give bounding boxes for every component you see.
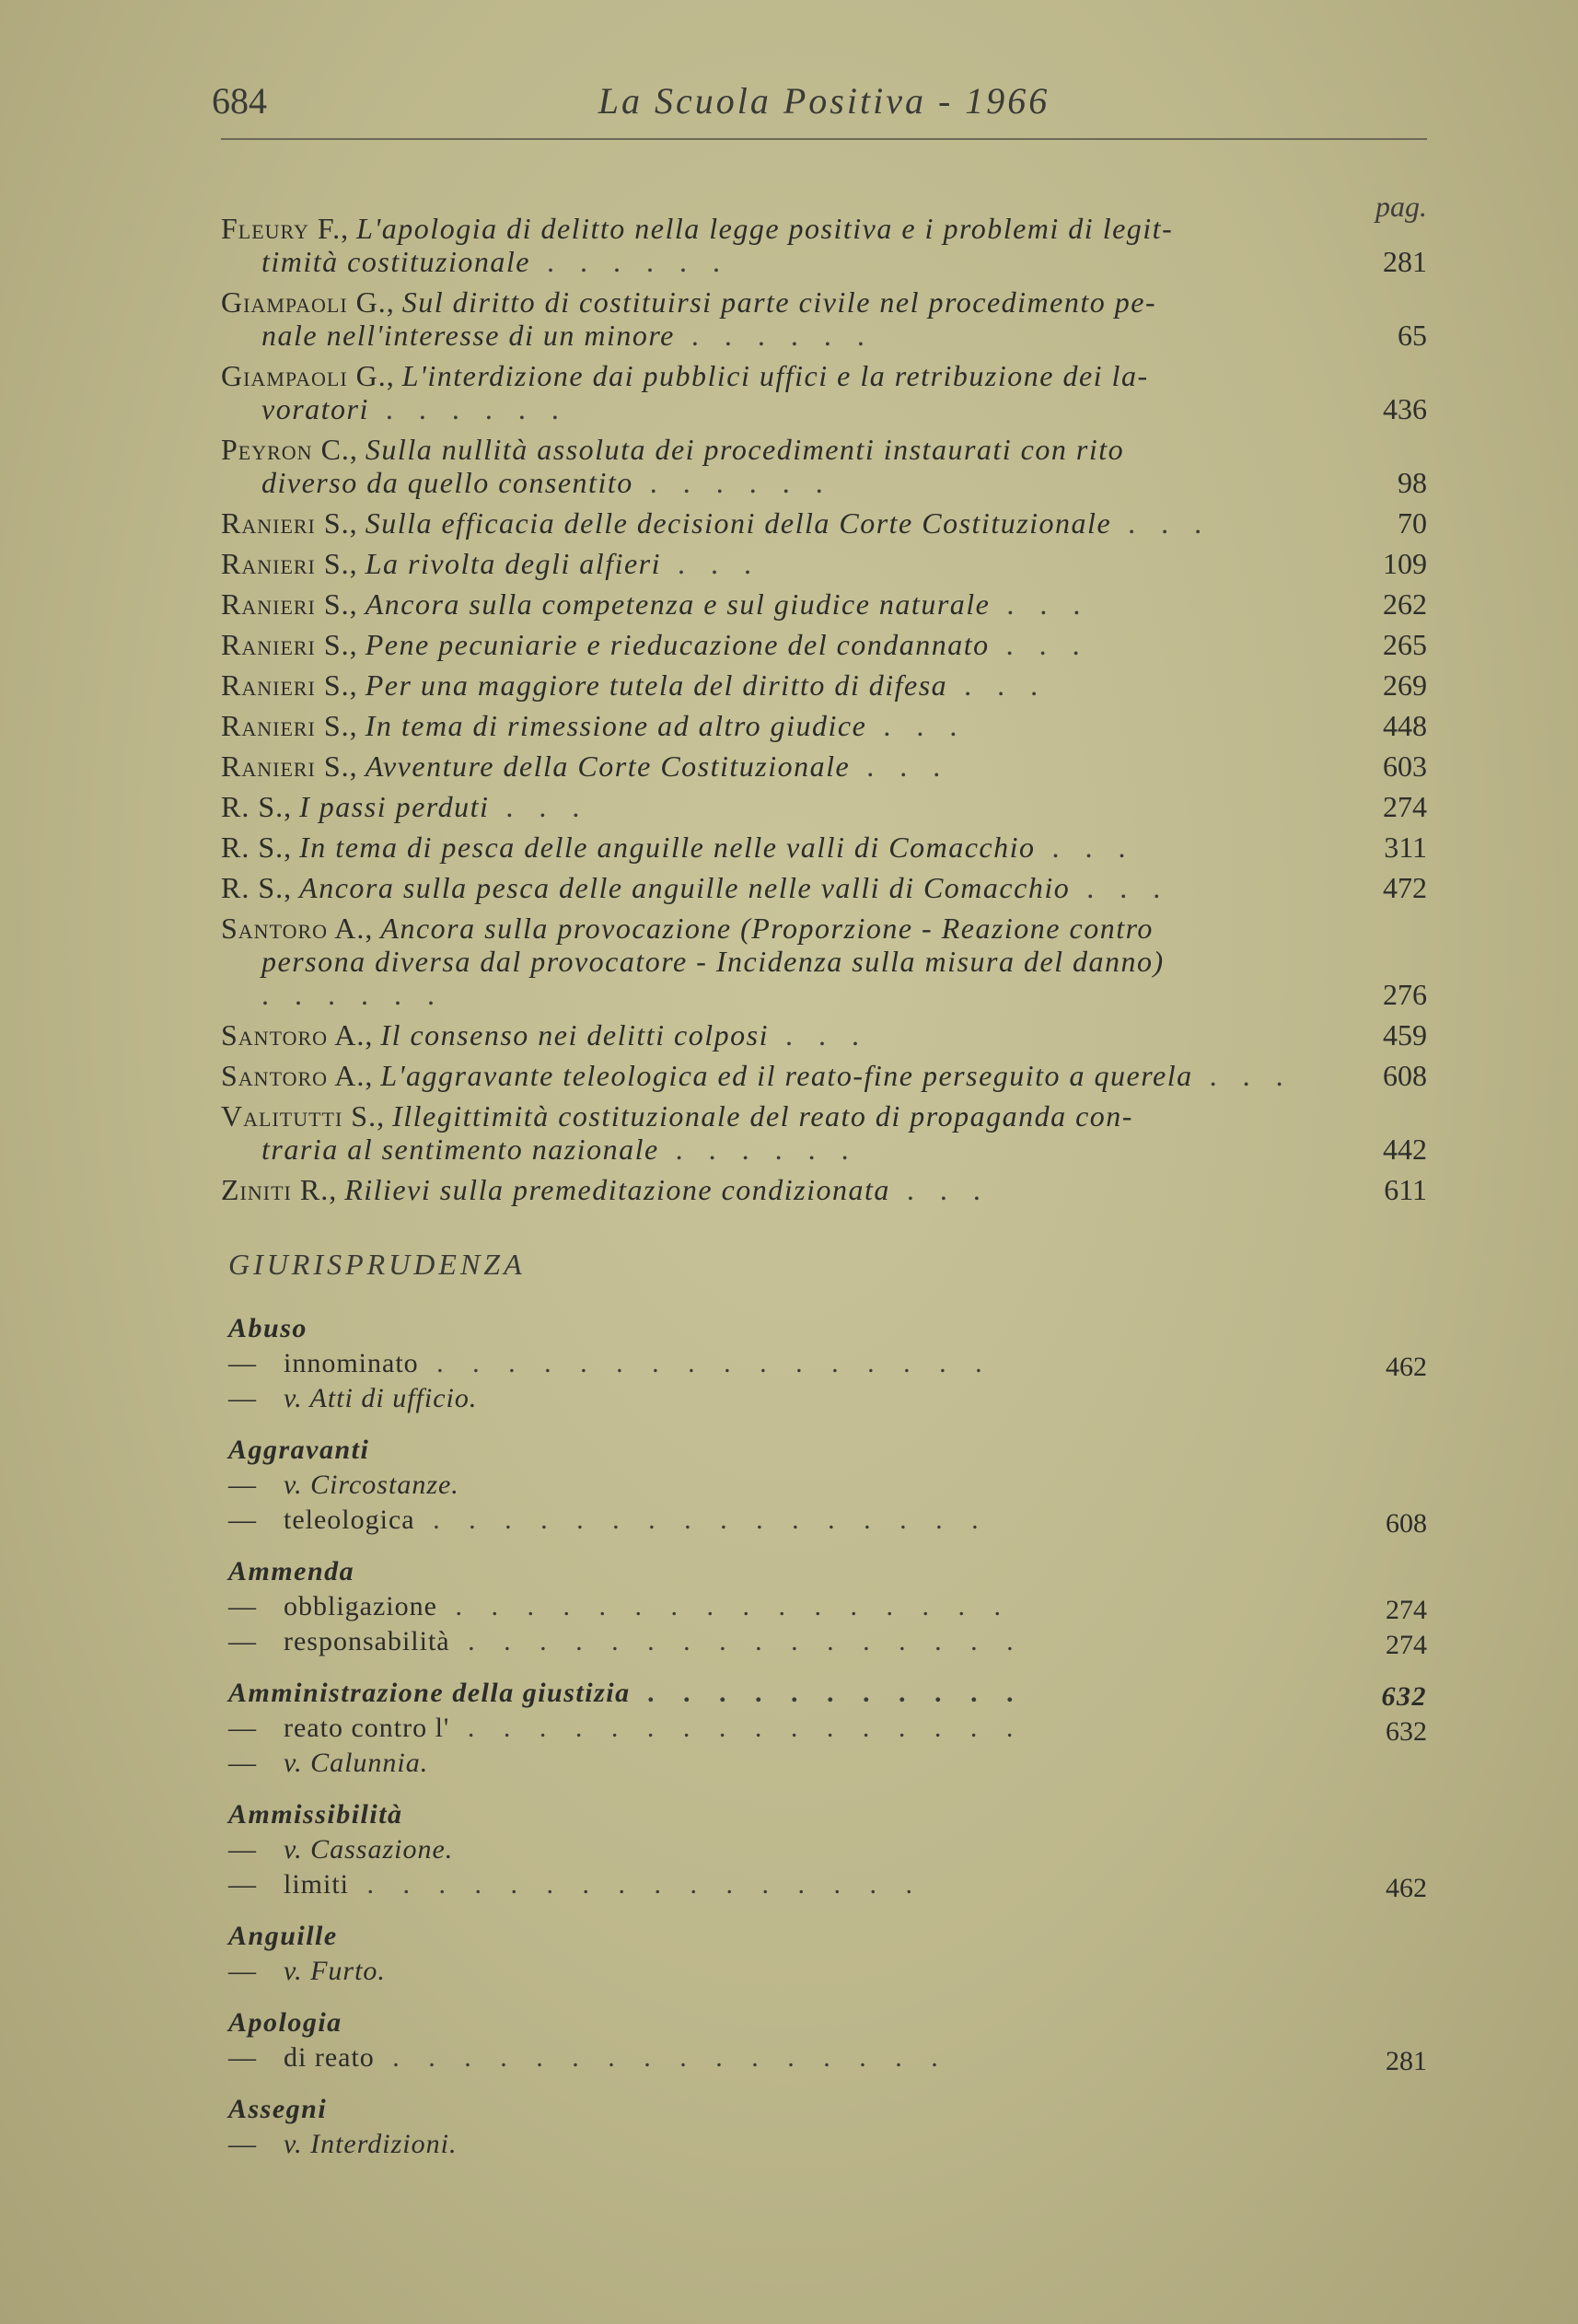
- entry-title: Per una maggiore tutela del diritto di difesa: [365, 668, 948, 702]
- entry-line: [221, 1018, 1427, 1052]
- index-entry: [221, 1099, 1427, 1166]
- index-entry: [221, 749, 1427, 783]
- entry-page: 262: [1383, 587, 1427, 621]
- subentry-page: 632: [1386, 1716, 1427, 1747]
- subject-heading-page: 632: [1381, 1681, 1427, 1712]
- entry-line: [221, 433, 1427, 466]
- entry-page: 472: [1383, 871, 1427, 904]
- subject-subentry: [228, 1346, 1427, 1381]
- dot-leader: . . .: [768, 1018, 868, 1052]
- entry-line: [221, 1059, 1427, 1092]
- dot-leader: . . . . . . . . . . .: [630, 1678, 1026, 1708]
- entry-continuation: [221, 319, 1427, 352]
- entry-author: Ranieri S.,: [221, 749, 358, 783]
- subentry-dash: —: [228, 1748, 256, 1778]
- subject-subentry: [228, 2127, 1427, 2162]
- index-entry: [221, 506, 1427, 540]
- subject-subentry: [228, 1746, 1427, 1781]
- entry-line: [221, 790, 1427, 823]
- dot-leader: . . . . . . . . . . . . . . . .: [436, 1591, 1012, 1621]
- index-entry: [221, 433, 1427, 499]
- entry-page: 459: [1383, 1018, 1427, 1052]
- entry-title-continued: persona diversa dal provocatore - Incidenza sulla misura del danno): [261, 945, 1165, 978]
- subentry-dash: —: [228, 1505, 256, 1535]
- subject-subentry: [228, 1468, 1427, 1503]
- dot-leader: . . .: [947, 668, 1048, 702]
- entry-page: 448: [1383, 709, 1427, 742]
- subentry-dash: —: [228, 1470, 256, 1500]
- index-entry: [221, 1018, 1427, 1052]
- entry-title: L'aggravante teleologica ed il reato-fine perseguito a querela: [380, 1059, 1193, 1092]
- subject-group: [228, 2005, 1427, 2075]
- entry-line: [221, 587, 1427, 621]
- subentry-label: v. Furto.: [284, 1956, 386, 1986]
- entry-line: [221, 871, 1427, 904]
- subject-subentry: [228, 1867, 1427, 1902]
- entry-line: [221, 547, 1427, 580]
- entry-title: Sulla efficacia delle decisioni della Corte Costituzionale: [365, 506, 1112, 540]
- subject-subentry: [228, 1954, 1427, 1989]
- subentry-label: v. Interdizioni.: [284, 2129, 458, 2159]
- index-entry: [221, 359, 1427, 425]
- index-entry: [221, 668, 1427, 702]
- dot-leader: . . . . . .: [658, 1133, 858, 1166]
- index-entry: [221, 831, 1427, 864]
- entry-page: 276: [1383, 978, 1427, 1011]
- entry-title-continued: voratori: [261, 392, 369, 425]
- index-entry: [221, 912, 1427, 1011]
- entry-title: Ancora sulla provocazione (Proporzione - Reazione contro: [380, 912, 1154, 945]
- subentry-dash: —: [228, 1626, 256, 1656]
- subentry-label: reato contro l': [284, 1713, 450, 1743]
- subentry-dash: —: [228, 1834, 256, 1865]
- entry-author: Valitutti S.,: [221, 1099, 386, 1133]
- entry-author: Ziniti R.,: [221, 1173, 338, 1206]
- subentry-label: v. Atti di ufficio.: [284, 1383, 478, 1413]
- entry-page: 70: [1398, 506, 1427, 540]
- subject-group: [228, 1433, 1427, 1538]
- page-number: 684: [212, 80, 267, 122]
- entry-author: Santoro A.,: [221, 1018, 374, 1052]
- index-entry: [221, 1059, 1427, 1092]
- subject-group: [228, 1676, 1427, 1781]
- subject-subentry: [228, 1832, 1427, 1867]
- subentry-page: 462: [1386, 1873, 1427, 1903]
- entry-author: Giampaoli G.,: [221, 285, 395, 319]
- index-entry: [221, 1173, 1427, 1206]
- index-entry: [221, 547, 1427, 580]
- entry-title-continued: diverso da quello consentito: [261, 466, 633, 499]
- section-title: GIURISPRUDENZA: [228, 1248, 526, 1281]
- dot-leader: . . .: [866, 709, 967, 742]
- entry-line: [221, 912, 1427, 945]
- subentry-label: v. Circostanze.: [284, 1470, 459, 1500]
- entry-title-continued: nale nell'interesse di un minore: [261, 319, 675, 352]
- subject-subentry: [228, 1381, 1427, 1416]
- entry-title: In tema di rimessione ad altro giudice: [365, 709, 867, 742]
- subject-group: [228, 1554, 1427, 1659]
- dot-leader: . . .: [1070, 871, 1170, 904]
- dot-leader: . . . . . . . . . . . . . . . .: [374, 2042, 949, 2073]
- entry-line: [221, 709, 1427, 742]
- subject-heading: [228, 2092, 1427, 2127]
- entry-line: [221, 831, 1427, 864]
- entry-title: L'interdizione dai pubblici uffici e la retribuzione dei la-: [401, 359, 1149, 392]
- index-entry: [221, 285, 1427, 352]
- entry-line: [221, 285, 1427, 319]
- entry-author: Santoro A.,: [221, 1059, 374, 1092]
- entry-page: 611: [1384, 1173, 1427, 1206]
- dot-leader: . . .: [1111, 506, 1212, 540]
- entry-page: 281: [1383, 245, 1427, 278]
- index-entry: [221, 709, 1427, 742]
- entry-author: Santoro A.,: [221, 912, 374, 945]
- subentry-label: limiti: [284, 1869, 350, 1900]
- subject-subentry: [228, 2040, 1427, 2075]
- subentry-dash: —: [228, 1383, 256, 1413]
- subject-subentry: [228, 1711, 1427, 1746]
- dot-leader: . . .: [990, 587, 1090, 621]
- entry-title: La rivolta degli alfieri: [365, 547, 662, 580]
- entry-title: Ancora sulla competenza e sul giudice naturale: [365, 587, 991, 621]
- entry-author: Giampaoli G.,: [221, 359, 395, 392]
- entry-page: 98: [1398, 466, 1427, 499]
- dot-leader: . . .: [889, 1173, 990, 1206]
- entry-title: L'apologia di delitto nella legge positiva e i problemi di legit-: [356, 212, 1174, 245]
- entry-line: [221, 749, 1427, 783]
- subentry-page: 274: [1386, 1595, 1427, 1625]
- entry-page: 265: [1383, 628, 1427, 661]
- subentry-page: 608: [1386, 1508, 1427, 1539]
- dot-leader: . . . . . . . . . . . . . . . .: [449, 1626, 1025, 1656]
- entry-continuation: [221, 392, 1427, 425]
- subject-heading-label: Abuso: [228, 1313, 307, 1343]
- header-rule: [221, 138, 1427, 140]
- entry-title: Ancora sulla pesca delle anguille nelle valli di Comacchio: [299, 871, 1071, 904]
- entry-line: [221, 668, 1427, 702]
- subentry-dash: —: [228, 1348, 256, 1378]
- dot-leader: . . .: [661, 547, 761, 580]
- dot-leader: . . .: [989, 628, 1089, 661]
- subentry-label: di reato: [284, 2042, 375, 2073]
- subentry-dash: —: [228, 1956, 256, 1986]
- entry-line: [221, 1173, 1427, 1206]
- subentry-label: v. Cassazione.: [284, 1834, 454, 1865]
- entry-author: Fleury F.,: [221, 212, 350, 245]
- dot-leader: . . . . . .: [632, 466, 832, 499]
- entry-page: 608: [1383, 1059, 1427, 1092]
- dot-leader: . . . . . . . . . . . . . . . .: [349, 1869, 924, 1900]
- entry-author: R. S.,: [221, 871, 293, 904]
- subject-group: [228, 2092, 1427, 2162]
- page-header: [212, 74, 1436, 129]
- entry-line: [221, 628, 1427, 661]
- index-entry: [221, 871, 1427, 904]
- entry-author: Ranieri S.,: [221, 709, 358, 742]
- subentry-page: 462: [1386, 1352, 1427, 1382]
- subject-heading-label: Anguille: [228, 1921, 338, 1951]
- dot-leader: . . .: [489, 790, 589, 823]
- subentry-label: v. Calunnia.: [284, 1748, 429, 1778]
- entry-title: Rilievi sulla premeditazione condizionata: [344, 1173, 890, 1206]
- entry-page: 274: [1383, 790, 1427, 823]
- subject-group: [228, 1797, 1427, 1902]
- entry-title: Il consenso nei delitti colposi: [380, 1018, 769, 1052]
- subject-heading-label: Aggravanti: [228, 1435, 370, 1465]
- entry-author: Ranieri S.,: [221, 668, 358, 702]
- entry-author: Peyron C.,: [221, 433, 358, 466]
- dot-leader: . . . . . .: [529, 245, 729, 278]
- entry-title: Avventure della Corte Costituzionale: [365, 749, 851, 783]
- subentry-page: 281: [1386, 2046, 1427, 2076]
- pag-column-label: pag.: [1375, 190, 1427, 223]
- subject-heading: [228, 1676, 1427, 1711]
- subject-group: [228, 1311, 1427, 1416]
- subentry-dash: —: [228, 1869, 256, 1900]
- subentry-label: teleologica: [284, 1505, 415, 1535]
- entry-continuation: [221, 1133, 1427, 1166]
- dot-leader: . . . . . . . . . . . . . . . .: [449, 1713, 1025, 1743]
- subentry-dash: —: [228, 2042, 256, 2073]
- subject-heading-label: Assegni: [228, 2094, 328, 2124]
- entry-line: [221, 212, 1427, 245]
- entry-author: R. S.,: [221, 831, 293, 864]
- subject-heading-label: Ammenda: [228, 1556, 355, 1586]
- entry-continuation: [221, 245, 1427, 278]
- entry-title-continued: timità costituzionale: [261, 245, 530, 278]
- index-entry: [221, 790, 1427, 823]
- entry-author: Ranieri S.,: [221, 506, 358, 540]
- entry-title: Pene pecuniarie e rieducazione del condannato: [365, 628, 990, 661]
- subject-heading-label: Apologia: [228, 2007, 342, 2038]
- subject-heading: [228, 1797, 1427, 1832]
- subject-heading: [228, 1433, 1427, 1468]
- entry-page: 603: [1383, 749, 1427, 783]
- running-title: La Scuola Positiva - 1966: [598, 80, 1050, 122]
- subentry-page: 274: [1386, 1630, 1427, 1660]
- subject-heading-label: Amministrazione della giustizia: [228, 1678, 631, 1708]
- subentry-dash: —: [228, 2129, 256, 2159]
- dot-leader: . . .: [1192, 1059, 1293, 1092]
- subentry-dash: —: [228, 1591, 256, 1621]
- entry-title: Sulla nullità assoluta dei procedimenti instaurati con rito: [365, 433, 1125, 466]
- entry-line: [221, 506, 1427, 540]
- entry-author: Ranieri S.,: [221, 628, 358, 661]
- author-index: [221, 212, 1427, 1214]
- subject-heading: [228, 2005, 1427, 2040]
- subject-heading: [228, 1919, 1427, 1954]
- entry-continuation: [221, 945, 1427, 1011]
- subject-group: [228, 1919, 1427, 1989]
- entry-title: Illegittimità costituzionale del reato di propaganda con-: [392, 1099, 1133, 1133]
- jurisprudence-index: [228, 1311, 1427, 2179]
- dot-leader: . . .: [850, 749, 950, 783]
- entry-author: Ranieri S.,: [221, 587, 358, 621]
- entry-line: [221, 1099, 1427, 1133]
- entry-page: 65: [1398, 319, 1427, 352]
- subject-subentry: [228, 1503, 1427, 1538]
- entry-page: 269: [1383, 668, 1427, 702]
- entry-author: R. S.,: [221, 790, 293, 823]
- entry-title: Sul diritto di costituirsi parte civile nel procedimento pe-: [401, 285, 1157, 319]
- entry-title: In tema di pesca delle anguille nelle valli di Comacchio: [299, 831, 1036, 864]
- entry-author: Ranieri S.,: [221, 547, 358, 580]
- subject-heading: [228, 1554, 1427, 1589]
- entry-line: [221, 359, 1427, 392]
- subject-subentry: [228, 1624, 1427, 1659]
- index-entry: [221, 587, 1427, 621]
- entry-page: 109: [1383, 547, 1427, 580]
- entry-title: I passi perduti: [299, 790, 490, 823]
- entry-title-continued: traria al sentimento nazionale: [261, 1133, 659, 1166]
- subentry-dash: —: [228, 1713, 256, 1743]
- entry-continuation: [221, 466, 1427, 499]
- dot-leader: . . . . . .: [368, 392, 568, 425]
- dot-leader: . . . . . . . . . . . . . . . .: [414, 1505, 990, 1535]
- dot-leader: . . . . . .: [674, 319, 874, 352]
- dot-leader: . . .: [1035, 831, 1135, 864]
- dot-leader: . . . . . . . . . . . . . . . .: [418, 1348, 993, 1378]
- dot-leader: . . . . . .: [261, 978, 444, 1011]
- subentry-label: obbligazione: [284, 1591, 437, 1621]
- subentry-label: innominato: [284, 1348, 419, 1378]
- entry-page: 436: [1383, 392, 1427, 425]
- subject-subentry: [228, 1589, 1427, 1624]
- entry-page: 311: [1384, 831, 1427, 864]
- index-entry: [221, 212, 1427, 278]
- subentry-label: responsabilità: [284, 1626, 450, 1656]
- index-entry: [221, 628, 1427, 661]
- subject-heading: [228, 1311, 1427, 1346]
- subject-heading-label: Ammissibilità: [228, 1799, 403, 1830]
- entry-page: 442: [1383, 1133, 1427, 1166]
